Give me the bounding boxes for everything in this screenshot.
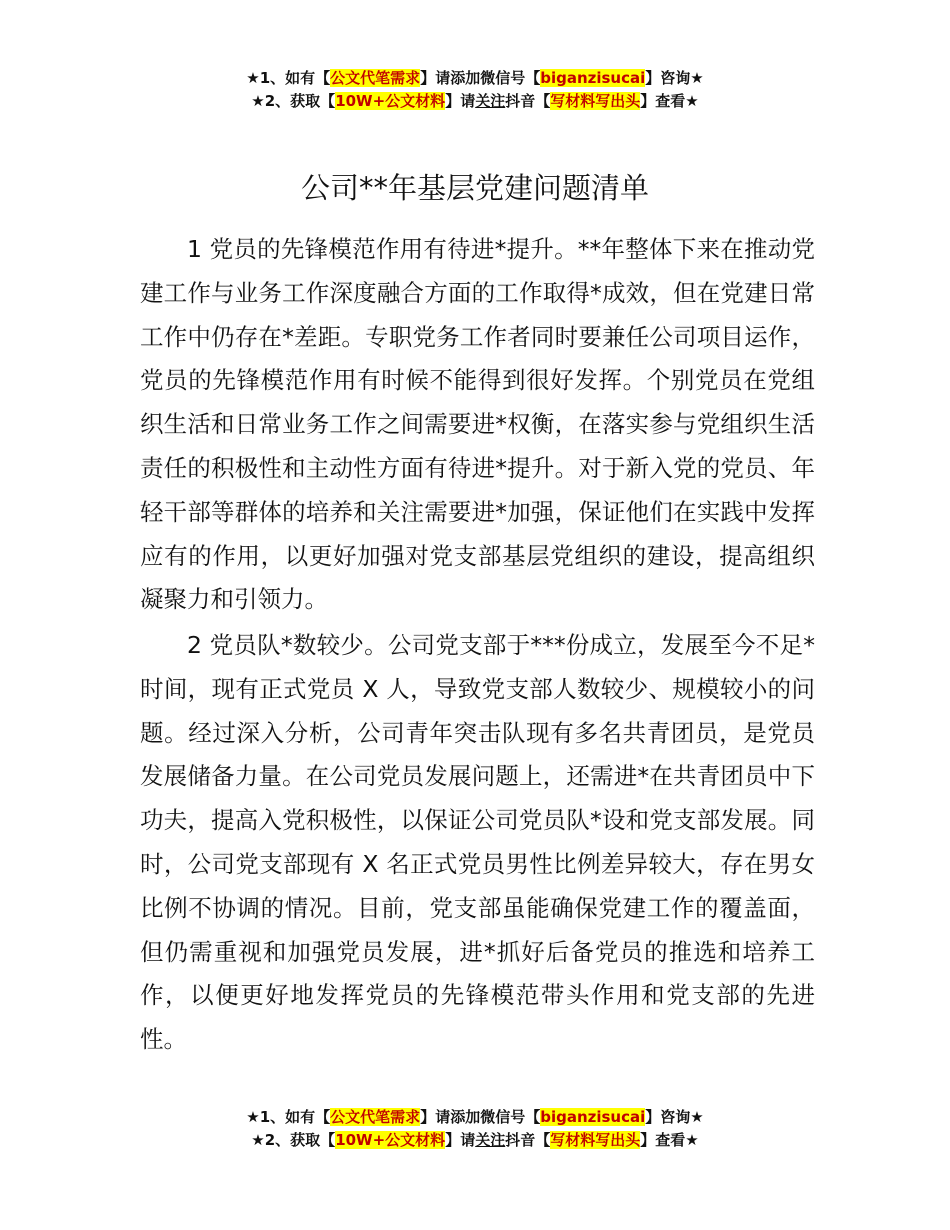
body-paragraph: 2 党员队*数较少。公司党支部于***份成立，发展至今不足*时间，现有正式党员 X 人，导致党支部人数较少、规模较小的问题。经过深入分析，公司青年突击队现有多名共青团员，是党员发展储备力量。在公司党员发展问题上，还需进*在共青团员中下功夫，提高入党积极性，以保证公司党员队*设和党支部发展。同时，公司党支部现有 X 名正式党员男性比例差异较大，存在男女比例不协调的情况。目前，党支部虽能确保党建工作的覆盖面，但仍需重视和加强党员发展，进*抓好后备党员的推选和培养工作，以便更好地发挥党员的先锋模范带头作用和党支部的先进性。 [140,631,815,1054]
paragraph-2-block [140,624,815,1062]
body-paragraph: 1 党员的先锋模范作用有待进*提升。**年整体下来在推动党建工作与业务工作深度融合方面的工作取得*成效，但在党建日常工作中仍存在*差距。专职党务工作者同时要兼任公司项目运作，党员的先锋模范作用有时候不能得到很好发挥。个别党员在党组织生活和日常业务工作之间需要进*权衡，在落实参与党组织生活责任的积极性和主动性方面有待进*提升。对于新入党的党员、年轻干部等群体的培养和关注需要进*加强，保证他们在实践中发挥应有的作用，以更好加强对党支部基层党组织的建设，提高组织凝聚力和引领力。 [140,235,815,614]
document-title: 公司**年基层党建问题清单 [300,171,649,205]
banner-line-2: ★2、获取【10W+公文材料】请关注抖音【写材料写出头】查看★ [251,92,699,110]
banner-line-2: ★2、获取【10W+公文材料】请关注抖音【写材料写出头】查看★ [251,1131,699,1149]
wechat-id: biganzisucai [540,1108,646,1126]
highlight-text: 10W+公文材料 [335,92,446,110]
paragraph-1-block [140,228,815,622]
highlight-text: 10W+公文材料 [335,1131,446,1149]
douyin-account: 写材料写出头 [550,92,641,110]
header-banner [0,67,950,113]
footer-banner [0,1106,950,1152]
underlined-text: 关注 [475,92,506,110]
underlined-text: 关注 [475,1131,506,1149]
highlight-text: 公文代笔需求 [330,69,421,87]
banner-line-1: ★1、如有【公文代笔需求】请添加微信号【biganzisucai】咨询★ [246,69,704,87]
wechat-id: biganzisucai [540,69,646,87]
banner-line-1: ★1、如有【公文代笔需求】请添加微信号【biganzisucai】咨询★ [246,1108,704,1126]
douyin-account: 写材料写出头 [550,1131,641,1149]
highlight-text: 公文代笔需求 [330,1108,421,1126]
